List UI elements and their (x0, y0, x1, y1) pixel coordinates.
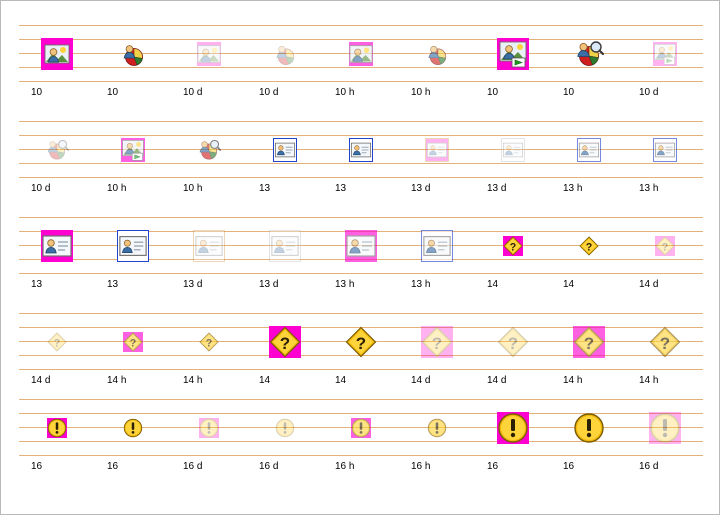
icon-slot[interactable] (399, 25, 475, 83)
svg-text:?: ? (509, 241, 517, 254)
icon-label: 13 (31, 279, 43, 290)
icon-cell[interactable] (627, 399, 703, 495)
icon-slot[interactable] (627, 25, 703, 83)
icon-slot[interactable] (399, 217, 475, 275)
icon-row (1, 121, 720, 217)
svg-text:?: ? (53, 337, 61, 350)
user-card-icon[interactable] (349, 138, 373, 162)
user-photo-play-icon[interactable] (653, 42, 677, 66)
exclamation-circle-icon[interactable] (497, 412, 529, 444)
warning-diamond-icon[interactable] (579, 236, 599, 256)
warning-diamond-icon[interactable] (573, 326, 605, 358)
icon-label: 14 h (563, 375, 583, 386)
icon-slot[interactable] (95, 313, 171, 371)
icon-slot[interactable] (399, 121, 475, 179)
icon-slot[interactable] (323, 25, 399, 83)
exclamation-circle-icon[interactable] (649, 412, 681, 444)
svg-text:?: ? (129, 337, 137, 350)
icon-label: 16 (31, 461, 43, 472)
exclamation-circle-icon[interactable] (275, 418, 295, 438)
icon-label: 16 d (183, 461, 203, 472)
icon-label: 16 (107, 461, 119, 472)
icon-slot[interactable] (475, 217, 551, 275)
icon-label: 14 d (639, 279, 659, 290)
icon-label: 13 d (411, 183, 431, 194)
exclamation-circle-icon[interactable] (351, 418, 371, 438)
icon-row (1, 25, 720, 121)
icon-cells (19, 121, 703, 217)
icon-cell[interactable] (399, 313, 475, 409)
icon-cells (19, 399, 703, 495)
icon-slot[interactable] (627, 313, 703, 371)
warning-diamond-icon[interactable] (649, 326, 681, 358)
icon-slot[interactable] (171, 25, 247, 83)
icon-slot[interactable] (19, 399, 95, 457)
exclamation-circle-icon[interactable] (47, 418, 67, 438)
icon-cell[interactable] (95, 25, 171, 121)
user-pie-icon[interactable] (117, 38, 149, 70)
icon-label: 13 (259, 183, 271, 194)
icon-row (1, 217, 720, 313)
icon-slot[interactable] (247, 25, 323, 83)
icon-cell[interactable] (171, 25, 247, 121)
icon-cell[interactable] (171, 121, 247, 217)
icon-label: 13 (335, 183, 347, 194)
user-photo-icon[interactable] (349, 42, 373, 66)
icon-cell[interactable] (399, 25, 475, 121)
icon-label: 13 d (487, 183, 507, 194)
user-photo-play-icon[interactable] (121, 138, 145, 162)
icon-label: 16 h (411, 461, 431, 472)
user-photo-icon[interactable] (41, 38, 73, 70)
icon-cell[interactable] (19, 399, 95, 495)
icon-cell[interactable] (171, 217, 247, 313)
warning-diamond-icon[interactable] (345, 326, 377, 358)
icon-cell[interactable] (551, 313, 627, 409)
icon-slot[interactable] (475, 399, 551, 457)
icon-label: 16 (487, 461, 499, 472)
icon-cell[interactable] (475, 313, 551, 409)
icon-row (1, 313, 720, 409)
svg-text:?: ? (507, 334, 519, 353)
icon-cell[interactable] (475, 217, 551, 313)
icon-slot[interactable] (95, 25, 171, 83)
icon-slot[interactable] (95, 399, 171, 457)
svg-text:?: ? (585, 241, 593, 254)
user-card-icon[interactable] (653, 138, 677, 162)
icon-slot[interactable] (19, 121, 95, 179)
icon-cell[interactable] (171, 313, 247, 409)
user-pie-search-icon[interactable] (197, 138, 221, 162)
icon-cell[interactable] (323, 121, 399, 217)
icon-label: 14 h (183, 375, 203, 386)
icon-cell[interactable] (399, 121, 475, 217)
icon-label: 10 h (335, 87, 355, 98)
icon-slot[interactable] (475, 121, 551, 179)
user-pie-search-icon[interactable] (573, 38, 605, 70)
user-card-icon[interactable] (421, 230, 453, 262)
icon-cell[interactable] (171, 399, 247, 495)
icon-cell[interactable] (19, 217, 95, 313)
icon-slot[interactable] (19, 313, 95, 371)
icon-cell[interactable] (627, 25, 703, 121)
icon-cell[interactable] (551, 217, 627, 313)
icon-cells (19, 217, 703, 313)
icon-cell[interactable] (19, 313, 95, 409)
icon-label: 13 h (563, 183, 583, 194)
warning-diamond-icon[interactable] (47, 332, 67, 352)
icon-slot[interactable] (551, 121, 627, 179)
icon-slot[interactable] (551, 399, 627, 457)
icon-label: 14 d (411, 375, 431, 386)
user-photo-icon[interactable] (197, 42, 221, 66)
user-pie-icon[interactable] (273, 42, 297, 66)
icon-cell[interactable] (247, 25, 323, 121)
icon-cell[interactable] (399, 399, 475, 495)
icon-label: 14 (563, 279, 575, 290)
icon-label: 10 d (183, 87, 203, 98)
user-photo-play-icon[interactable] (497, 38, 529, 70)
icon-label: 10 d (31, 183, 51, 194)
icon-label: 16 h (335, 461, 355, 472)
warning-diamond-icon[interactable] (199, 332, 219, 352)
icon-slot[interactable] (627, 217, 703, 275)
icon-cells (19, 25, 703, 121)
icon-label: 10 h (107, 183, 127, 194)
icon-cell[interactable] (247, 313, 323, 409)
icon-slot[interactable] (323, 121, 399, 179)
icon-slot[interactable] (475, 313, 551, 371)
icon-label: 16 (563, 461, 575, 472)
user-card-icon[interactable] (345, 230, 377, 262)
icon-cell[interactable] (551, 25, 627, 121)
icon-slot[interactable] (171, 313, 247, 371)
icon-label: 10 (563, 87, 575, 98)
svg-text:?: ? (279, 334, 291, 353)
icon-slot[interactable] (19, 25, 95, 83)
svg-text:?: ? (659, 334, 671, 353)
user-card-icon[interactable] (41, 230, 73, 262)
icon-cell[interactable] (627, 313, 703, 409)
icon-label: 13 (107, 279, 119, 290)
icon-cell[interactable] (95, 313, 171, 409)
icon-slot[interactable] (551, 25, 627, 83)
icon-cell[interactable] (247, 399, 323, 495)
icon-slot[interactable] (95, 121, 171, 179)
icon-label: 13 h (411, 279, 431, 290)
user-card-icon[interactable] (501, 138, 525, 162)
svg-text:?: ? (205, 337, 213, 350)
exclamation-circle-icon[interactable] (427, 418, 447, 438)
icon-slot[interactable] (171, 121, 247, 179)
icon-label: 10 (31, 87, 43, 98)
icon-cell[interactable] (323, 399, 399, 495)
icon-slot[interactable] (475, 25, 551, 83)
icon-row (1, 399, 720, 495)
icon-slot[interactable] (627, 121, 703, 179)
warning-diamond-icon[interactable] (497, 326, 529, 358)
icon-slot[interactable] (171, 399, 247, 457)
icon-cell[interactable] (551, 121, 627, 217)
warning-diamond-icon[interactable] (123, 332, 143, 352)
icon-cell[interactable] (323, 313, 399, 409)
icon-label: 14 h (639, 375, 659, 386)
warning-diamond-icon[interactable] (269, 326, 301, 358)
user-card-icon[interactable] (117, 230, 149, 262)
icon-slot[interactable] (247, 399, 323, 457)
user-card-icon[interactable] (273, 138, 297, 162)
icon-slot[interactable] (323, 313, 399, 371)
exclamation-circle-icon[interactable] (199, 418, 219, 438)
user-card-icon[interactable] (577, 138, 601, 162)
icon-slot[interactable] (627, 399, 703, 457)
icon-label: 10 d (259, 87, 279, 98)
icon-cells (19, 313, 703, 409)
icon-cell[interactable] (399, 217, 475, 313)
svg-text:?: ? (431, 334, 443, 353)
icon-label: 10 (107, 87, 119, 98)
icon-cell[interactable] (323, 217, 399, 313)
icon-label: 14 d (487, 375, 507, 386)
icon-cell[interactable] (475, 25, 551, 121)
icon-slot[interactable] (399, 313, 475, 371)
icon-label: 16 d (639, 461, 659, 472)
icon-cell[interactable] (247, 121, 323, 217)
icon-slot[interactable] (19, 217, 95, 275)
icon-label: 14 h (107, 375, 127, 386)
icon-label: 10 h (183, 183, 203, 194)
icon-slot[interactable] (323, 399, 399, 457)
user-card-icon[interactable] (269, 230, 301, 262)
user-pie-search-icon[interactable] (45, 138, 69, 162)
icon-slot[interactable] (551, 313, 627, 371)
icon-cell[interactable] (95, 121, 171, 217)
warning-diamond-icon[interactable] (421, 326, 453, 358)
icon-cell[interactable] (323, 25, 399, 121)
icon-cell[interactable] (475, 399, 551, 495)
user-card-icon[interactable] (425, 138, 449, 162)
user-card-icon[interactable] (193, 230, 225, 262)
icon-slot[interactable] (247, 121, 323, 179)
icon-cell[interactable] (95, 399, 171, 495)
icon-cell[interactable] (247, 217, 323, 313)
icon-label: 14 (259, 375, 271, 386)
icon-label: 14 (335, 375, 347, 386)
icon-label: 14 d (31, 375, 51, 386)
icon-label: 14 (487, 279, 499, 290)
icon-slot[interactable] (95, 217, 171, 275)
icon-slot[interactable] (247, 217, 323, 275)
icon-label: 10 h (411, 87, 431, 98)
icon-slot[interactable] (247, 313, 323, 371)
icon-slot[interactable] (551, 217, 627, 275)
icon-slot[interactable] (171, 217, 247, 275)
warning-diamond-icon[interactable] (655, 236, 675, 256)
icon-cell[interactable] (19, 121, 95, 217)
icon-label: 10 (487, 87, 499, 98)
svg-text:?: ? (661, 241, 669, 254)
user-pie-icon[interactable] (425, 42, 449, 66)
svg-text:?: ? (583, 334, 595, 353)
icon-label: 13 d (183, 279, 203, 290)
icon-cell[interactable] (551, 399, 627, 495)
icon-label: 13 d (259, 279, 279, 290)
icon-label: 13 h (335, 279, 355, 290)
icon-cell[interactable] (95, 217, 171, 313)
warning-diamond-icon[interactable] (503, 236, 523, 256)
exclamation-circle-icon[interactable] (573, 412, 605, 444)
svg-text:?: ? (355, 334, 367, 353)
icon-cell[interactable] (627, 217, 703, 313)
icon-cell[interactable] (475, 121, 551, 217)
exclamation-circle-icon[interactable] (123, 418, 143, 438)
icon-label: 16 d (259, 461, 279, 472)
icon-slot[interactable] (399, 399, 475, 457)
icon-cell[interactable] (19, 25, 95, 121)
icon-cell[interactable] (627, 121, 703, 217)
icon-slot[interactable] (323, 217, 399, 275)
icon-label: 13 h (639, 183, 659, 194)
icon-label: 10 d (639, 87, 659, 98)
